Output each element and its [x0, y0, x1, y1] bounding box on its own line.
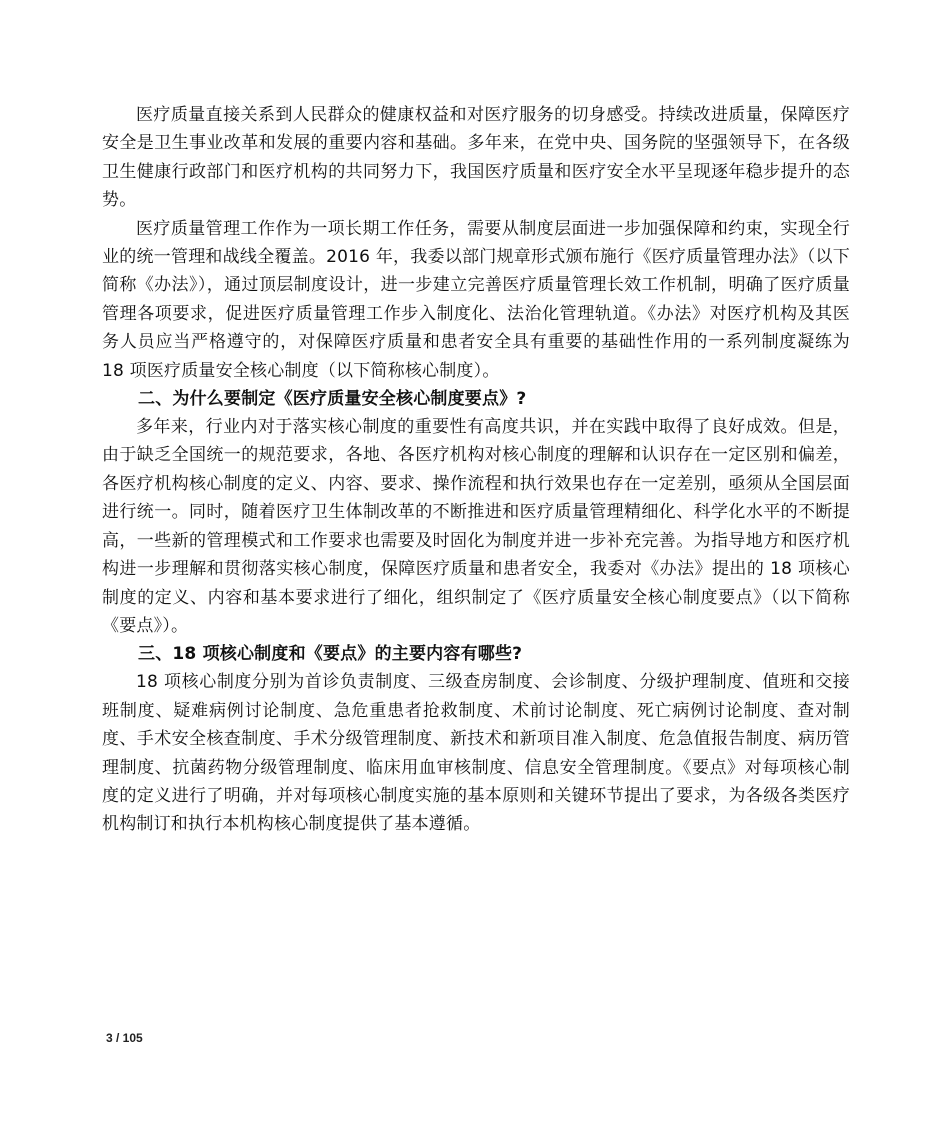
page-number: 3 / 105	[106, 1031, 143, 1045]
section-heading-3: 三、18 项核心制度和《要点》的主要内容有哪些?	[138, 644, 523, 665]
section-heading-2: 二、为什么要制定《医疗质量安全核心制度要点》?	[138, 389, 527, 410]
document-content	[102, 101, 850, 839]
intro-paragraph-2: 医疗质量管理工作作为一项长期工作任务，需要从制度层面进一步加强保障和约束，实现全行业的统一管理和战线全覆盖。2016 年，我委以部门规章形式颁布施行《医疗质量管理办法》（以下简称《办法》），通过顶层制度设计，进一步建立完善医疗质量管理长效工作机制，明确了医疗质量管理各项要求，促进医疗质量管理工作步入制度化、法治化管理轨道。《办法》对医疗机构及其医务人员应当严格遵守的，对保障医疗质量和患者安全具有重要的基础性作用的一系列制度凝练为 18 项医疗质量安全核心制度（以下简称核心制度）。	[102, 218, 850, 381]
section-3-paragraph: 18 项核心制度分别为首诊负责制度、三级查房制度、会诊制度、分级护理制度、值班和交接班制度、疑难病例讨论制度、急危重患者抢救制度、术前讨论制度、死亡病例讨论制度、查对制度、手术安全核查制度、手术分级管理制度、新技术和新项目准入制度、危急值报告制度、病历管理制度、抗菌药物分级管理制度、临床用血审核制度、信息安全管理制度。《要点》对每项核心制度的定义进行了明确，并对每项核心制度实施的基本原则和关键环节提出了要求，为各级各类医疗机构制订和执行本机构核心制度提供了基本遵循。	[102, 672, 850, 835]
section-2-paragraph: 多年来，行业内对于落实核心制度的重要性有高度共识，并在实践中取得了良好成效。但是，由于缺乏全国统一的规范要求，各地、各医疗机构对核心制度的理解和认识存在一定区别和偏差，各医疗机构核心制度的定义、内容、要求、操作流程和执行效果也存在一定差别，亟须从全国层面进行统一。同时，随着医疗卫生体制改革的不断推进和医疗质量管理精细化、科学化水平的不断提高，一些新的管理模式和工作要求也需要及时固化为制度并进一步补充完善。为指导地方和医疗机构进一步理解和贯彻落实核心制度，保障医疗质量和患者安全，我委对《办法》提出的 18 项核心制度的定义、内容和基本要求进行了细化，组织制定了《医疗质量安全核心制度要点》（以下简称《要点》）。	[102, 417, 850, 636]
intro-paragraph-1: 医疗质量直接关系到人民群众的健康权益和对医疗服务的切身感受。持续改进质量，保障医疗安全是卫生事业改革和发展的重要内容和基础。多年来，在党中央、国务院的坚强领导下，在各级卫生健康行政部门和医疗机构的共同努力下，我国医疗质量和医疗安全水平呈现逐年稳步提升的态势。	[102, 105, 850, 211]
